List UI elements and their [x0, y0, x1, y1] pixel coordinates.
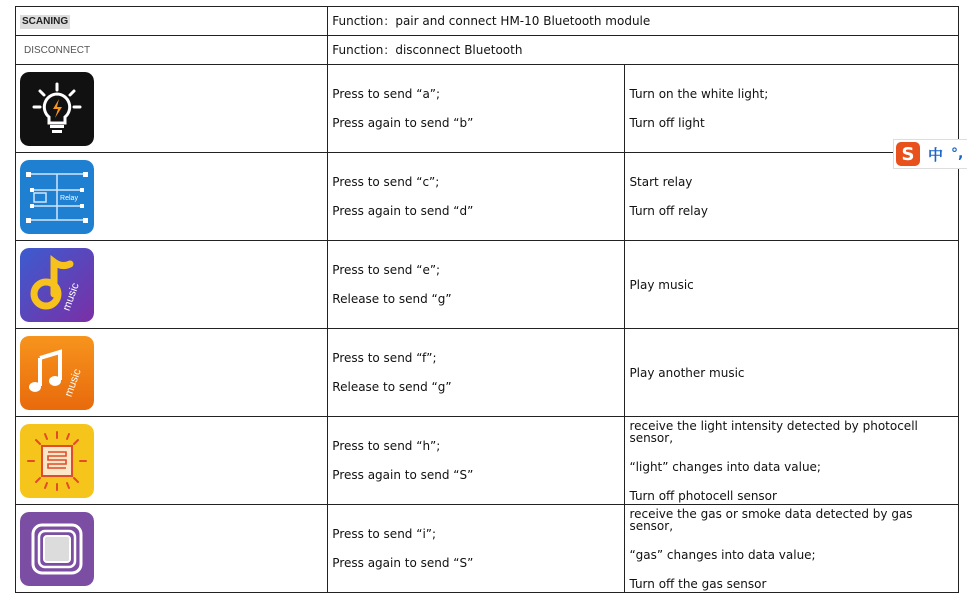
ime-logo-icon[interactable]: S [896, 142, 920, 166]
action-cell: Play music [625, 241, 959, 329]
table-row [16, 65, 959, 153]
icon-cell [16, 329, 328, 417]
function-table [15, 6, 959, 593]
disconnect-button-cell [16, 36, 328, 65]
icon-cell [16, 505, 328, 593]
send-cell: Press to send “e”; Release to send “g” [328, 241, 625, 329]
send-cell: Press to send “h”; Press again to send “S” [328, 417, 625, 505]
table-row [16, 241, 959, 329]
gas-sensor-icon[interactable] [20, 512, 94, 586]
ime-language-toggle[interactable]: 中 [928, 145, 944, 164]
ime-toolbar[interactable] [893, 139, 967, 169]
light-bulb-icon[interactable] [20, 72, 94, 146]
music-icon-label: music [62, 366, 84, 399]
icon-cell [16, 65, 328, 153]
table-row [16, 7, 959, 36]
action-cell: Start relay Turn off relay [625, 153, 959, 241]
action-cell: receive the gas or smoke data detected by gas sensor, “gas” changes into data value; Turn off the gas sensor [625, 505, 959, 593]
function-description: Function：pair and connect HM-10 Bluetooth module [328, 7, 959, 36]
action-cell: Turn on the white light; Turn off light [625, 65, 959, 153]
icon-cell [16, 153, 328, 241]
music-note-orange-icon[interactable] [20, 336, 94, 410]
scanning-button[interactable]: SCANING [22, 15, 69, 27]
table-row [16, 329, 959, 417]
icon-cell [16, 417, 328, 505]
action-cell: Play another music [625, 329, 959, 417]
relay-icon-label: Relay [60, 194, 78, 202]
music-note-icon[interactable] [20, 248, 94, 322]
icon-cell [16, 241, 328, 329]
send-cell: Press to send “a”; Press again to send “b” [328, 65, 625, 153]
scan-button-cell [16, 7, 328, 36]
table-row [16, 153, 959, 241]
action-cell: receive the light intensity detected by photocell sensor, “light” changes into data value; Turn off photocell sensor [625, 417, 959, 505]
photocell-icon[interactable] [20, 424, 94, 498]
music-icon-label: music [60, 280, 82, 313]
table-row [16, 36, 959, 65]
relay-icon[interactable] [20, 160, 94, 234]
disconnect-button[interactable]: DISCONNECT [24, 44, 91, 56]
send-cell: Press to send “f”; Release to send “g” [328, 329, 625, 417]
table-row [16, 417, 959, 505]
send-cell: Press to send “i”; Press again to send “S” [328, 505, 625, 593]
function-description: Function：disconnect Bluetooth [328, 36, 959, 65]
table-row [16, 505, 959, 593]
ime-punctuation-toggle[interactable]: °, [951, 146, 964, 162]
send-cell: Press to send “c”; Press again to send “d” [328, 153, 625, 241]
